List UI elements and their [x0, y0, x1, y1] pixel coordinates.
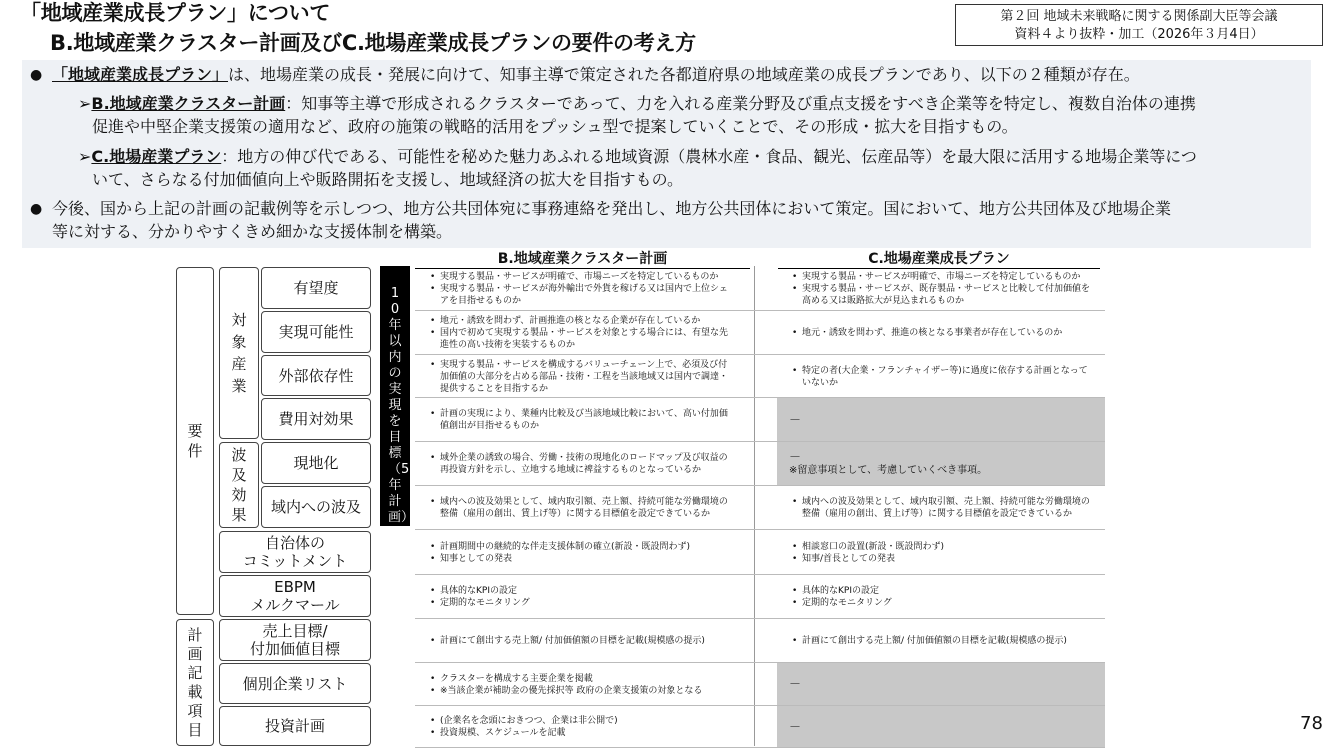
sub-bullet-b-line2: 促進や中堅企業支援策の適用など、政府の施策の戦略的活用をプッシュ型で提案していくことで、その形成・拡大を目指すもの。 — [92, 117, 1018, 136]
group-ripple-effect — [219, 442, 259, 528]
cell-c-item: • 地元・誘致を問わず、推進の核となる事業者が存在しているのか — [802, 327, 1090, 339]
cell-c-dash: － — [789, 677, 802, 691]
cell-b — [428, 357, 728, 396]
group-target-industry — [219, 267, 259, 439]
arrow-icon: ➢ — [78, 94, 92, 113]
bullet-1-text: は、地場産業の成長・発展に向けて、知事主導で策定された各都道府県の地域産業の成長プランであり、以下の２種類が存在。 — [228, 65, 1140, 84]
cell-c-item: • 計画にて創出する売上額/ 付加価値額の目標を記載(規模感の提示) — [802, 635, 1090, 647]
row-label: 個別企業リスト — [219, 663, 371, 704]
row-divider — [415, 574, 1105, 575]
row-label: EBPM メルクマール — [219, 575, 371, 617]
cell-b-item: • 域内への波及効果として、域内取引額、売上額、持続可能な労働環境の整備（雇用の創出、賃上げ等）に関する目標値を設定できているか — [440, 496, 728, 520]
sub-bullet-c — [78, 145, 1308, 169]
cell-b — [428, 665, 728, 704]
group-requirements — [176, 267, 214, 615]
cell-b-item: • 域外企業の誘致の場合、労働・技術の現地化のロードマップ及び収益の再投資方針を示し、立地する地域に裨益するものとなっているか — [440, 452, 728, 476]
cell-c-item: • 具体的なKPIの設定 — [802, 585, 1090, 597]
row-label: 現地化 — [261, 442, 371, 484]
cell-c — [790, 577, 1090, 617]
group-plan-items — [176, 619, 214, 746]
group-target-industry-label: 対象産業 — [231, 311, 247, 395]
cell-b-item: • 国内で初めて実現する製品・サービスを対象とする場合には、有望な先進性の高い技術を実装するものか — [440, 327, 728, 351]
cell-b-item: • 実現する製品・サービスが海外輸出で外貨を稼げる又は国内で上位シェアを目指せるものか — [440, 283, 728, 307]
cell-b — [428, 708, 728, 746]
row-label: 投資計画 — [219, 706, 371, 746]
page-title-line1: 「地域産業成長プラン」について — [20, 1, 331, 25]
row-divider — [415, 354, 1105, 355]
group-ripple-effect-label: 波及効果 — [231, 446, 247, 524]
row-divider — [415, 747, 1105, 748]
cell-b-item: • 地元・誘致を問わず、計画推進の核となる企業が存在しているか — [440, 315, 728, 327]
source-reference-line2: 資料４より抜粋・加工（2026年３月4日） — [1014, 27, 1264, 42]
cell-c — [790, 313, 1090, 353]
bullet-dot-icon: ● — [30, 201, 43, 217]
row-label: 自治体の コミットメント — [219, 531, 371, 573]
cell-c-item: • 実現する製品・サービスが明確で、市場ニーズを特定しているものか — [802, 271, 1090, 283]
cell-c-item: • 知事/首長としての発表 — [802, 553, 1090, 565]
source-reference-box — [955, 4, 1323, 46]
bullet-dot-icon: ● — [30, 67, 43, 83]
cell-b-item: • クラスターを構成する主要企業を掲載 — [440, 673, 728, 685]
row-divider — [415, 310, 1105, 311]
row-label: 外部依存性 — [261, 355, 371, 396]
cell-c-item: • 特定の者(大企業・フランチャイザー等)に過度に依存する計画となっていないか — [802, 365, 1090, 389]
row-label: 有望度 — [261, 267, 371, 309]
cell-b-item: • 定期的なモニタリング — [440, 597, 728, 609]
column-divider — [754, 266, 755, 746]
column-header-b: B.地域産業クラスター計画 — [415, 248, 750, 269]
row-label: 売上目標/ 付加価値目標 — [219, 619, 371, 661]
cell-b-item: • 実現する製品・サービスを構成するバリューチェーン上で、必須及び付加価値の大部分を占める部品・技術・工程を当該地域又は国内で調達・提供することを目指するか — [440, 359, 728, 395]
cell-c-empty — [777, 663, 1105, 705]
bullet-2-line1: 今後、国から上記の計画の記載例等を示しつつ、地方公共団体宛に事務連絡を発出し、地方公共団体において策定。国において、地方公共団体及び地場企業 — [52, 199, 1172, 218]
cell-b — [428, 269, 728, 309]
cell-c — [790, 269, 1090, 309]
bullet-1-keyword: 「地域産業成長プラン」 — [52, 65, 229, 84]
cell-c — [790, 621, 1090, 661]
cell-c-item: • 相談窓口の設置(新設・既設問わず) — [802, 541, 1090, 553]
cell-c-item: • 定期的なモニタリング — [802, 597, 1090, 609]
target-period-label: 10年以内の実現を目標（5年計画） — [388, 286, 415, 525]
sub-bullet-b — [78, 92, 1308, 116]
cell-c-dash: － — [789, 449, 802, 464]
cell-b-item: • 知事としての発表 — [440, 553, 728, 565]
cell-b — [428, 400, 728, 440]
cell-c-empty — [777, 706, 1105, 747]
page-number: 78 — [1300, 713, 1323, 734]
cell-b-item: • (企業名を念頭におきつつ、企業は非公開で) — [440, 715, 728, 727]
sub-bullet-b-line1: ：知事等主導で形成されるクラスターであって、力を入れる産業分野及び重点支援をすべき企業等を特定し、複数自治体の連携 — [285, 94, 1196, 113]
row-divider — [415, 485, 1105, 486]
target-period-bar — [380, 266, 415, 526]
cell-b — [428, 533, 728, 573]
cell-c-dash: － — [789, 719, 802, 734]
cell-b-item: • 投資規模、スケジュールを記載 — [440, 727, 728, 739]
cell-c-dash: － — [789, 412, 802, 427]
column-header-c: C.地場産業成長プラン — [778, 248, 1100, 269]
sub-bullet-c-line2: いて、さらなる付加価値向上や販路開拓を支援し、地域経済の拡大を目指すもの。 — [92, 170, 684, 189]
bullet-1 — [30, 63, 1312, 87]
cell-b-item: • 計画にて創出する売上額/ 付加価値額の目標を記載(規模感の提示) — [440, 635, 728, 647]
cell-c — [790, 357, 1090, 396]
row-divider — [415, 529, 1105, 530]
cell-b — [428, 577, 728, 617]
cell-c — [790, 533, 1090, 573]
row-divider — [415, 618, 1105, 619]
cell-c — [790, 488, 1090, 528]
cell-c-item: • 域内への波及効果として、域内取引額、売上額、持続可能な労働環境の整備（雇用の創出、賃上げ等）に関する目標値を設定できているか — [802, 496, 1090, 520]
group-requirements-label: 要件 — [187, 422, 203, 460]
cell-c-empty — [777, 442, 1105, 485]
cell-c-note: ※留意事項として、考慮していくべき事項。 — [789, 464, 988, 476]
bullet-2-line2: 等に対する、分かりやすくきめ細かな支援体制を構築。 — [52, 222, 453, 241]
group-plan-items-label: 計画記載項目 — [187, 625, 203, 739]
cell-b-item: • 計画の実現により、業種内比較及び当該地域比較において、高い付加価値創出が目指せるものか — [440, 408, 728, 432]
row-label: 費用対効果 — [261, 398, 371, 440]
sub-bullet-c-line1: ：地方の伸び代である、可能性を秘めた魅力あふれる地域資源（農林水産・食品、観光、伝産品等）を最大限に活用する地場企業等につ — [221, 147, 1197, 166]
cell-c-item: • 実現する製品・サービスが、既存製品・サービスと比較して付加価値を高める又は販路拡大が見込まれるものか — [802, 283, 1090, 307]
cell-b-item: • 計画期間中の継続的な伴走支援体制の確立(新設・既設問わず) — [440, 541, 728, 553]
bullet-2 — [30, 197, 1312, 221]
arrow-icon: ➢ — [78, 147, 92, 166]
row-label: 域内への波及 — [261, 486, 371, 528]
sub-bullet-c-head: C.地場産業プラン — [91, 147, 222, 166]
row-label: 実現可能性 — [261, 311, 371, 353]
cell-b — [428, 444, 728, 484]
source-reference-line1: 第２回 地域未来戦略に関する関係副大臣等会議 — [1000, 9, 1278, 24]
cell-b — [428, 621, 728, 661]
cell-c-empty — [777, 398, 1105, 441]
cell-b-item: • ※当該企業が補助金の優先採択等 政府の企業支援策の対象となる — [440, 685, 728, 697]
cell-b-item: • 具体的なKPIの設定 — [440, 585, 728, 597]
cell-b-item: • 実現する製品・サービスが明確で、市場ニーズを特定しているものか — [440, 271, 728, 283]
page-title-line2: B.地域産業クラスター計画及びC.地場産業成長プランの要件の考え方 — [50, 31, 696, 55]
cell-b — [428, 313, 728, 353]
sub-bullet-b-head: B.地域産業クラスター計画 — [91, 94, 286, 113]
cell-b — [428, 488, 728, 528]
